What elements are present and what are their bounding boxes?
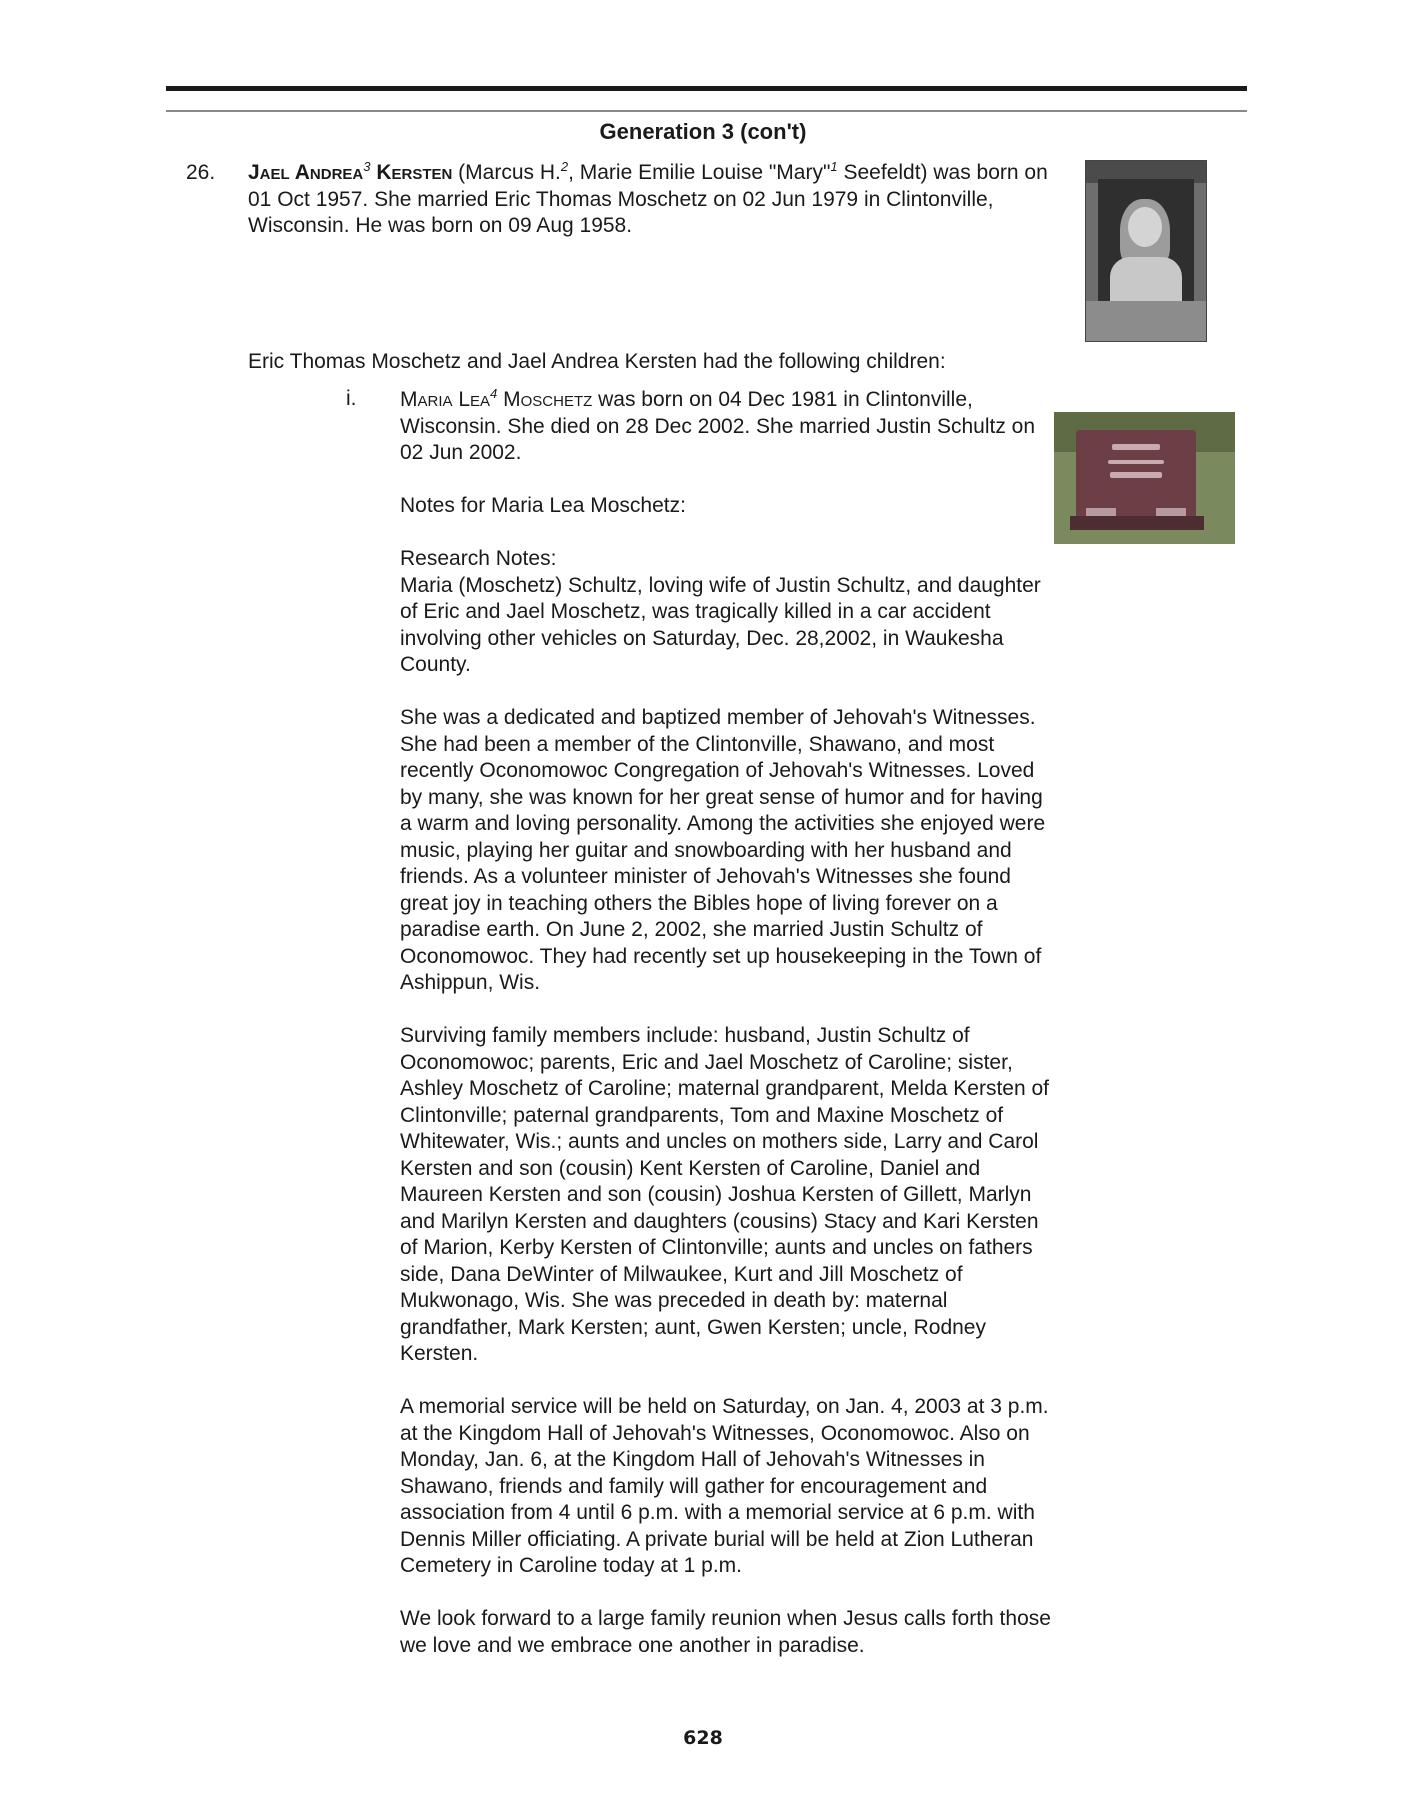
entry-parent-gen-2: 1 <box>830 159 838 174</box>
child-entry <box>400 387 1060 1659</box>
entry-name-given: Jael Andrea <box>248 161 364 184</box>
entry-number: 26. <box>186 161 216 184</box>
gravestone-base <box>1070 516 1204 530</box>
entry-parent-gen-1: 2 <box>560 159 569 174</box>
child-summary-text: was born on 04 Dec 1981 in Clintonville, Wisconsin. She died on 28 Dec 2002. She married Justin Schultz on 02 Jun 2002. <box>400 388 1036 464</box>
gravestone-engraving <box>1110 472 1162 478</box>
entry-generation: 3 <box>363 159 371 174</box>
obituary-paragraph-1: Maria (Moschetz) Schultz, loving wife of Justin Schultz, and daughter of Eric and Jael Moschetz, was tragically killed in a car accident involving other vehicles on Saturday, Dec. 28,2002, in Waukesha County. <box>400 573 1041 676</box>
photo-window-sill <box>1086 301 1206 341</box>
child-number: i. <box>346 387 357 410</box>
portrait-photo <box>1085 160 1207 342</box>
header-rule-thin <box>166 110 1247 112</box>
entry-parents-open: (Marcus H. <box>452 161 561 184</box>
child-generation: 4 <box>490 386 498 401</box>
gravestone-photo <box>1054 412 1235 544</box>
entry-name-surname: Kersten <box>376 161 453 184</box>
gravestone-engraving <box>1108 460 1164 464</box>
child-name-surname: Moschetz <box>503 388 593 411</box>
obituary-paragraph-2: She was a dedicated and baptized member of Jehovah's Witnesses. She had been a member of the Clintonville, Shawano, and most recently Oconomowoc Congregation of Jehovah's Witnesses. Loved by many, she was known for her great sense of humor and for having a warm and loving personality. Among the activities she enjoyed were music, playing her guitar and snowboarding with her husband and friends. As a volunteer minister of Jehovah's Witnesses she found great joy in teaching others the Bibles hope of living forever on a paradise earth. On June 2, 2002, she married Justin Schultz of Oconomowoc. They had recently set up housekeeping in the Town of Ashippun, Wis. <box>400 706 1046 994</box>
obituary-paragraph-4: A memorial service will be held on Saturday, on Jan. 4, 2003 at 3 p.m. at the Kingdom Hall of Jehovah's Witnesses, Oconomowoc. Also on Monday, Jan. 6, at the Kingdom Hall of Jehovah's Witnesses in Shawano, friends and family will gather for encouragement and association from 4 until 6 p.m. with a memorial service at 6 p.m. with Dennis Miller officiating. A private burial will be held at Zion Lutheran Cemetery in Caroline today at 1 p.m. <box>400 1395 1049 1577</box>
obituary-paragraph-5: We look forward to a large family reunion when Jesus calls forth those we love and we embrace one another in paradise. <box>400 1607 1051 1657</box>
page-title: Generation 3 (con't) <box>599 119 807 144</box>
gravestone <box>1076 430 1196 525</box>
child-summary <box>400 387 1060 467</box>
page-number: 628 <box>683 1727 723 1749</box>
research-heading: Research Notes: <box>400 547 557 570</box>
entry-parents-rest: Seefeldt) was born on 01 Oct 1957. She married Eric Thomas Moschetz on 02 Jun 1979 in Clintonville, Wisconsin. He was born on 09 Aug 1958. <box>248 161 1048 237</box>
entry-parents-mid: , Marie Emilie Louise "Mary" <box>568 161 831 184</box>
children-intro: Eric Thomas Moschetz and Jael Andrea Kersten had the following children: <box>248 350 946 373</box>
gravestone-engraving <box>1112 444 1160 450</box>
entry-paragraph <box>248 160 1068 240</box>
notes-heading: Notes for Maria Lea Moschetz: <box>400 494 686 517</box>
header-rule-thick <box>166 86 1247 91</box>
photo-face <box>1128 207 1162 247</box>
child-name-given: Maria Lea <box>400 388 491 411</box>
obituary-paragraph-3: Surviving family members include: husband, Justin Schultz of Oconomowoc; parents, Eric and Jael Moschetz of Caroline; sister, Ashley Moschetz of Caroline; maternal grandparent, Melda Kersten of Clintonville; paternal grandparents, Tom and Maxine Moschetz of Whitewater, Wis.; aunts and uncles on mothers side, Larry and Carol Kersten and son (cousin) Kent Kersten of Caroline, Daniel and Maureen Kersten and son (cousin) Joshua Kersten of Gillett, Marlyn and Marilyn Kersten and daughters (cousins) Stacy and Kari Kersten of Marion, Kerby Kersten of Clintonville; aunts and uncles on fathers side, Dana DeWinter of Milwaukee, Kurt and Jill Moschetz of Mukwonago, Wis. She was preceded in death by: maternal grandfather, Mark Kersten; aunt, Gwen Kersten; uncle, Rodney Kersten. <box>400 1024 1050 1365</box>
